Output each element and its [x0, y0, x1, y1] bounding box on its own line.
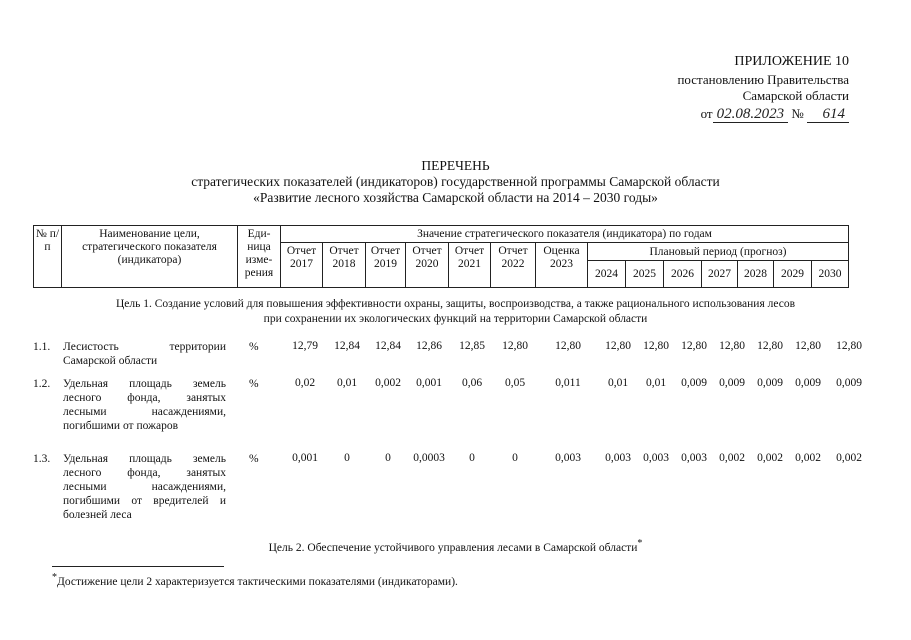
year-header-2023: Оценка 2023 — [536, 243, 588, 288]
footnote-text: Достижение цели 2 характеризуется тактическими показателями (индикаторами). — [57, 575, 458, 588]
goal-1-line1: Цель 1. Создание условий для повышения эффективности охраны, защиты, воспроизводства, а также рационального использования лесов — [115, 298, 796, 310]
year-header-2017: Отчет 2017 — [281, 243, 323, 288]
indicator-value: 12,80 — [502, 340, 528, 352]
indicator-value: 0,009 — [719, 377, 745, 389]
indicator-name: Удельная площадь земель лесного фонда, занятых лесными насаждениями, погибшими от пожаров — [63, 378, 226, 432]
goal-1-line2: при сохранении их экологических функций на территории Самарской области — [263, 313, 648, 325]
number-label: № — [791, 106, 804, 121]
year-header-2024: 2024 — [588, 261, 626, 288]
year-header-2027: 2027 — [702, 261, 738, 288]
indicator-value: 0,002 — [719, 452, 745, 464]
indicator-value: 0,003 — [681, 452, 707, 464]
indicator-value: 0,003 — [643, 452, 669, 464]
appendix-date-line — [677, 106, 849, 123]
handwritten-date: 02.08.2023 — [713, 106, 789, 123]
indicator-value: 0 — [469, 452, 475, 464]
indicator-value: 0,011 — [555, 377, 581, 389]
year-header-2028: 2028 — [738, 261, 774, 288]
indicator-value: 0,001 — [292, 452, 318, 464]
indicators-table-header — [33, 225, 849, 288]
col-name-header: Наименование цели, стратегического показателя (индикатора) — [62, 226, 238, 288]
indicator-value: 0,003 — [605, 452, 631, 464]
indicator-name: Удельная площадь земель лесного фонда, занятых лесными насаждениями, погибшими от вредителей и болезней леса — [63, 453, 226, 521]
document-title — [0, 158, 911, 206]
indicator-value: 0,003 — [555, 452, 581, 464]
year-header-2026: 2026 — [664, 261, 702, 288]
from-label: от — [700, 106, 713, 121]
indicator-value: 0,01 — [645, 377, 667, 389]
year-header-2021: Отчет 2021 — [449, 243, 491, 288]
indicator-value: 12,80 — [836, 340, 862, 352]
goal-1 — [0, 297, 911, 327]
row-number: 1.1. — [33, 341, 51, 353]
indicator-value: 0,009 — [757, 377, 783, 389]
indicator-value: 0,002 — [375, 377, 401, 389]
footnote-mark: * — [52, 572, 57, 583]
indicator-value: 12,80 — [643, 340, 669, 352]
col-unit-header: Еди- ница изме- рения — [238, 226, 281, 288]
indicator-value: 0,002 — [757, 452, 783, 464]
goal-2-footnote-mark: * — [637, 538, 643, 549]
indicator-value: 0 — [512, 452, 518, 464]
indicator-value: 0,0003 — [413, 452, 445, 464]
indicator-value: 0,01 — [607, 377, 629, 389]
indicator-value: 0,001 — [416, 377, 442, 389]
footnote-divider — [52, 566, 224, 567]
title-line3: «Развитие лесного хозяйства Самарской области на 2014 – 2030 годы» — [253, 190, 658, 205]
plan-period-header: Плановый период (прогноз) — [588, 243, 849, 261]
indicator-value: 0,06 — [461, 377, 483, 389]
appendix-line2: постановлению Правительства — [677, 72, 849, 87]
indicator-value: 0,02 — [294, 377, 316, 389]
year-header-2020: Отчет 2020 — [406, 243, 449, 288]
year-header-2022: Отчет 2022 — [491, 243, 536, 288]
indicator-value: 12,80 — [757, 340, 783, 352]
indicator-value: 0,01 — [336, 377, 358, 389]
handwritten-number: 614 — [807, 106, 849, 123]
goal-2 — [0, 536, 911, 556]
indicator-value: 12,80 — [681, 340, 707, 352]
year-header-2030: 2030 — [812, 261, 849, 288]
col-no-header: № п/п — [34, 226, 62, 288]
indicator-value: 12,84 — [334, 340, 360, 352]
indicator-unit: % — [249, 378, 259, 390]
indicator-unit: % — [249, 453, 259, 465]
year-header-2019: Отчет 2019 — [366, 243, 406, 288]
indicator-value: 0,009 — [836, 377, 862, 389]
indicator-value: 0,002 — [795, 452, 821, 464]
title-line1: ПЕРЕЧЕНЬ — [421, 158, 490, 173]
footnote — [52, 572, 458, 588]
title-line2: стратегических показателей (индикаторов) государственной программы Самарской области — [191, 174, 720, 189]
indicator-value: 0 — [344, 452, 350, 464]
indicator-value: 12,79 — [292, 340, 318, 352]
year-header-2029: 2029 — [774, 261, 812, 288]
indicator-value: 12,80 — [719, 340, 745, 352]
appendix-header — [677, 54, 849, 123]
indicator-value: 0,05 — [504, 377, 526, 389]
values-header: Значение стратегического показателя (индикатора) по годам — [281, 226, 849, 243]
indicator-unit: % — [249, 341, 259, 353]
indicator-value: 12,80 — [795, 340, 821, 352]
goal-2-text: Цель 2. Обеспечение устойчивого управления лесами в Самарской области — [268, 541, 638, 554]
indicator-value: 12,84 — [375, 340, 401, 352]
indicator-value: 12,85 — [459, 340, 485, 352]
indicator-value: 0 — [385, 452, 391, 464]
indicator-name: Лесистость территории Самарской области — [63, 341, 226, 367]
indicator-value: 12,80 — [605, 340, 631, 352]
indicator-value: 0,002 — [836, 452, 862, 464]
appendix-title: ПРИЛОЖЕНИЕ 10 — [734, 54, 849, 69]
indicator-value: 12,86 — [416, 340, 442, 352]
indicator-value: 0,009 — [795, 377, 821, 389]
row-number: 1.3. — [33, 453, 51, 465]
indicator-value: 0,009 — [681, 377, 707, 389]
row-number: 1.2. — [33, 378, 51, 390]
year-header-2018: Отчет 2018 — [323, 243, 366, 288]
appendix-line3: Самарской области — [742, 88, 849, 103]
indicator-value: 12,80 — [555, 340, 581, 352]
year-header-2025: 2025 — [626, 261, 664, 288]
